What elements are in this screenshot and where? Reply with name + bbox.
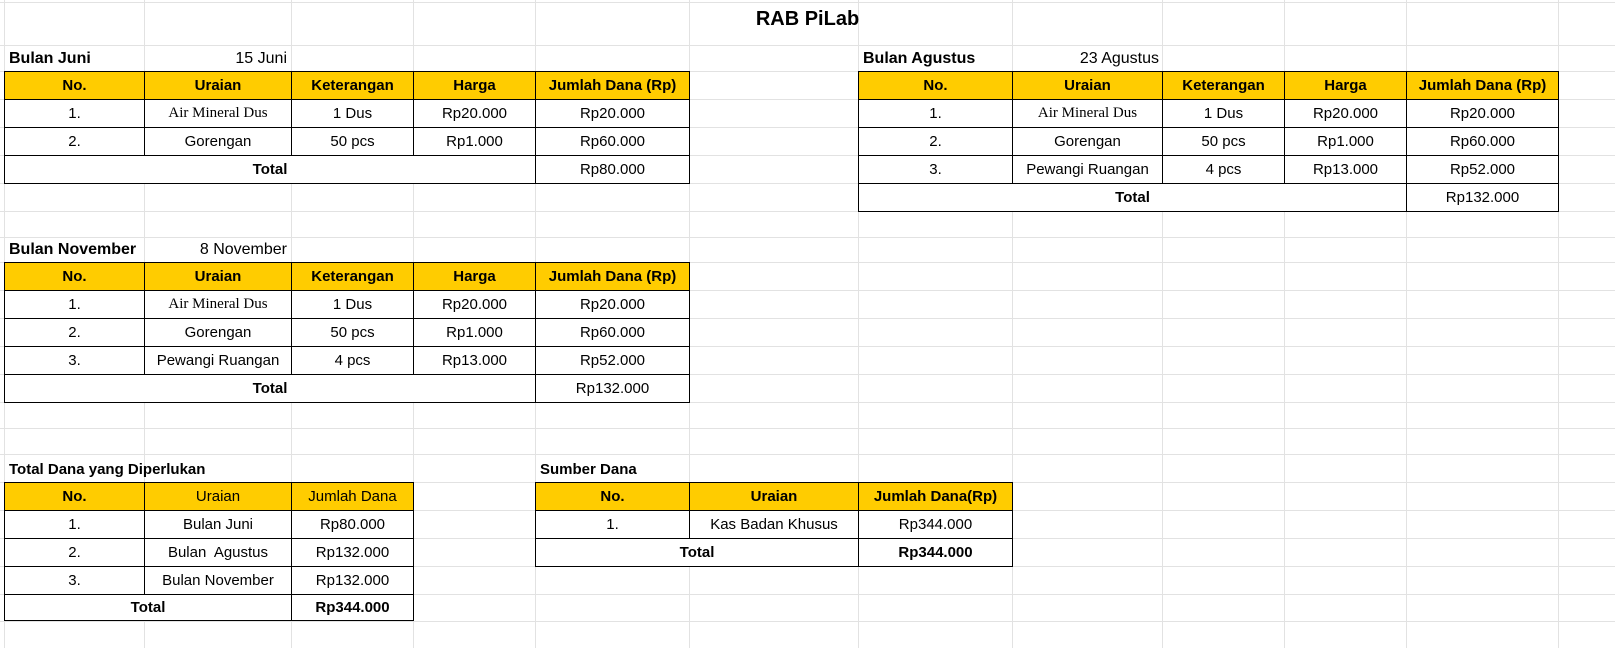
juni-header-row	[5, 72, 690, 100]
cell-no: 2.	[859, 128, 1013, 156]
sumber-dana-header-row	[536, 483, 1013, 511]
cell-jumlah: Rp52.000	[536, 347, 690, 375]
cell-harga: Rp1.000	[1285, 128, 1407, 156]
cell-no: 1.	[5, 100, 145, 128]
total-value: Rp344.000	[292, 595, 414, 621]
cell-no: 1.	[5, 511, 145, 539]
gridline	[0, 2, 1615, 3]
total-dana-label: Total Dana yang Diperlukan	[9, 461, 206, 478]
juni-table	[4, 71, 690, 184]
cell-harga: Rp1.000	[414, 319, 536, 347]
cell-jumlah: Rp60.000	[536, 319, 690, 347]
cell-no: 2.	[5, 319, 145, 347]
col-header-no: No.	[859, 72, 1013, 100]
cell-no: 3.	[859, 156, 1013, 184]
november-header-row	[5, 263, 690, 291]
col-header-uraian: Uraian	[145, 263, 292, 291]
page-title: RAB PiLab	[755, 8, 860, 30]
col-header-uraian: Uraian	[690, 483, 859, 511]
cell-uraian: Kas Badan Khusus	[690, 511, 859, 539]
col-header-no: No.	[5, 72, 145, 100]
agustus-header-row	[859, 72, 1559, 100]
table-row	[859, 156, 1559, 184]
cell-uraian: Pewangi Ruangan	[145, 347, 292, 375]
november-label: Bulan November	[9, 241, 137, 258]
cell-uraian: Air Mineral Dus	[145, 100, 292, 128]
sumber-dana-table	[535, 482, 1013, 567]
cell-harga: Rp13.000	[1285, 156, 1407, 184]
gridline	[0, 428, 1615, 429]
col-header-no: No.	[536, 483, 690, 511]
cell-harga: Rp13.000	[414, 347, 536, 375]
total-value: Rp344.000	[859, 539, 1013, 567]
cell-no: 3.	[5, 567, 145, 595]
col-header-jumlah: Jumlah Dana (Rp)	[536, 72, 690, 100]
cell-harga: Rp20.000	[414, 100, 536, 128]
table-row	[859, 128, 1559, 156]
col-header-uraian: Uraian	[145, 72, 292, 100]
total-label: Total	[5, 375, 536, 403]
cell-keterangan: 1 Dus	[292, 291, 414, 319]
col-header-jumlah: Jumlah Dana (Rp)	[1407, 72, 1559, 100]
agustus-table	[858, 71, 1559, 212]
cell-jumlah: Rp60.000	[1407, 128, 1559, 156]
cell-jumlah: Rp60.000	[536, 128, 690, 156]
col-header-no: No.	[5, 263, 145, 291]
total-label: Total	[5, 595, 292, 621]
col-header-harga: Harga	[414, 72, 536, 100]
cell-uraian: Air Mineral Dus	[1013, 100, 1163, 128]
col-header-no: No.	[5, 483, 145, 511]
col-header-keterangan: Keterangan	[1163, 72, 1285, 100]
total-row	[5, 156, 690, 184]
total-row	[5, 375, 690, 403]
total-label: Total	[5, 156, 536, 184]
juni-date: 15 Juni	[235, 50, 287, 67]
cell-jumlah: Rp20.000	[1407, 100, 1559, 128]
col-header-jumlah: Jumlah Dana(Rp)	[859, 483, 1013, 511]
cell-keterangan: 4 pcs	[292, 347, 414, 375]
cell-no: 2.	[5, 539, 145, 567]
col-header-keterangan: Keterangan	[292, 263, 414, 291]
cell-uraian: Air Mineral Dus	[145, 291, 292, 319]
agustus-date: 23 Agustus	[1079, 50, 1159, 67]
col-header-jumlah: Jumlah Dana (Rp)	[536, 263, 690, 291]
cell-keterangan: 50 pcs	[292, 128, 414, 156]
cell-keterangan: 1 Dus	[1163, 100, 1285, 128]
cell-no: 1.	[5, 291, 145, 319]
gridline	[0, 621, 1615, 622]
cell-no: 2.	[5, 128, 145, 156]
cell-jumlah: Rp132.000	[292, 539, 414, 567]
cell-no: 3.	[5, 347, 145, 375]
total-row	[859, 184, 1559, 212]
cell-keterangan: 4 pcs	[1163, 156, 1285, 184]
cell-jumlah: Rp132.000	[292, 567, 414, 595]
cell-uraian: Bulan Agustus	[145, 539, 292, 567]
cell-harga: Rp1.000	[414, 128, 536, 156]
total-value: Rp132.000	[536, 375, 690, 403]
total-dana-header-row	[5, 483, 414, 511]
november-table	[4, 262, 690, 403]
juni-label: Bulan Juni	[9, 50, 91, 67]
table-row	[5, 128, 690, 156]
cell-jumlah: Rp20.000	[536, 291, 690, 319]
total-label: Total	[859, 184, 1407, 212]
col-header-harga: Harga	[1285, 72, 1407, 100]
cell-keterangan: 50 pcs	[1163, 128, 1285, 156]
cell-harga: Rp20.000	[1285, 100, 1407, 128]
table-row	[5, 100, 690, 128]
cell-uraian: Gorengan	[1013, 128, 1163, 156]
table-row	[5, 511, 414, 539]
table-row	[5, 347, 690, 375]
gridline	[0, 454, 1615, 455]
col-header-uraian: Uraian	[145, 483, 292, 511]
col-header-uraian: Uraian	[1013, 72, 1163, 100]
total-value: Rp80.000	[536, 156, 690, 184]
total-dana-table	[4, 482, 414, 621]
cell-jumlah: Rp80.000	[292, 511, 414, 539]
cell-uraian: Gorengan	[145, 128, 292, 156]
cell-uraian: Gorengan	[145, 319, 292, 347]
total-row	[536, 539, 1013, 567]
cell-keterangan: 1 Dus	[292, 100, 414, 128]
cell-keterangan: 50 pcs	[292, 319, 414, 347]
gridline	[0, 237, 1615, 238]
cell-no: 1.	[859, 100, 1013, 128]
cell-jumlah: Rp52.000	[1407, 156, 1559, 184]
total-value: Rp132.000	[1407, 184, 1559, 212]
col-header-harga: Harga	[414, 263, 536, 291]
cell-uraian: Pewangi Ruangan	[1013, 156, 1163, 184]
cell-no: 1.	[536, 511, 690, 539]
table-row	[5, 567, 414, 595]
table-row	[859, 100, 1559, 128]
cell-jumlah: Rp20.000	[536, 100, 690, 128]
table-row	[5, 319, 690, 347]
table-row	[5, 539, 414, 567]
table-row	[5, 291, 690, 319]
sumber-dana-label: Sumber Dana	[540, 461, 637, 478]
col-header-jumlah: Jumlah Dana	[292, 483, 414, 511]
cell-harga: Rp20.000	[414, 291, 536, 319]
november-date: 8 November	[199, 241, 287, 258]
col-header-keterangan: Keterangan	[292, 72, 414, 100]
cell-jumlah: Rp344.000	[859, 511, 1013, 539]
total-row	[5, 595, 414, 621]
agustus-label: Bulan Agustus	[863, 50, 976, 67]
gridline	[0, 45, 1615, 46]
cell-uraian: Bulan Juni	[145, 511, 292, 539]
table-row	[536, 511, 1013, 539]
cell-uraian: Bulan November	[145, 567, 292, 595]
total-label: Total	[536, 539, 859, 567]
